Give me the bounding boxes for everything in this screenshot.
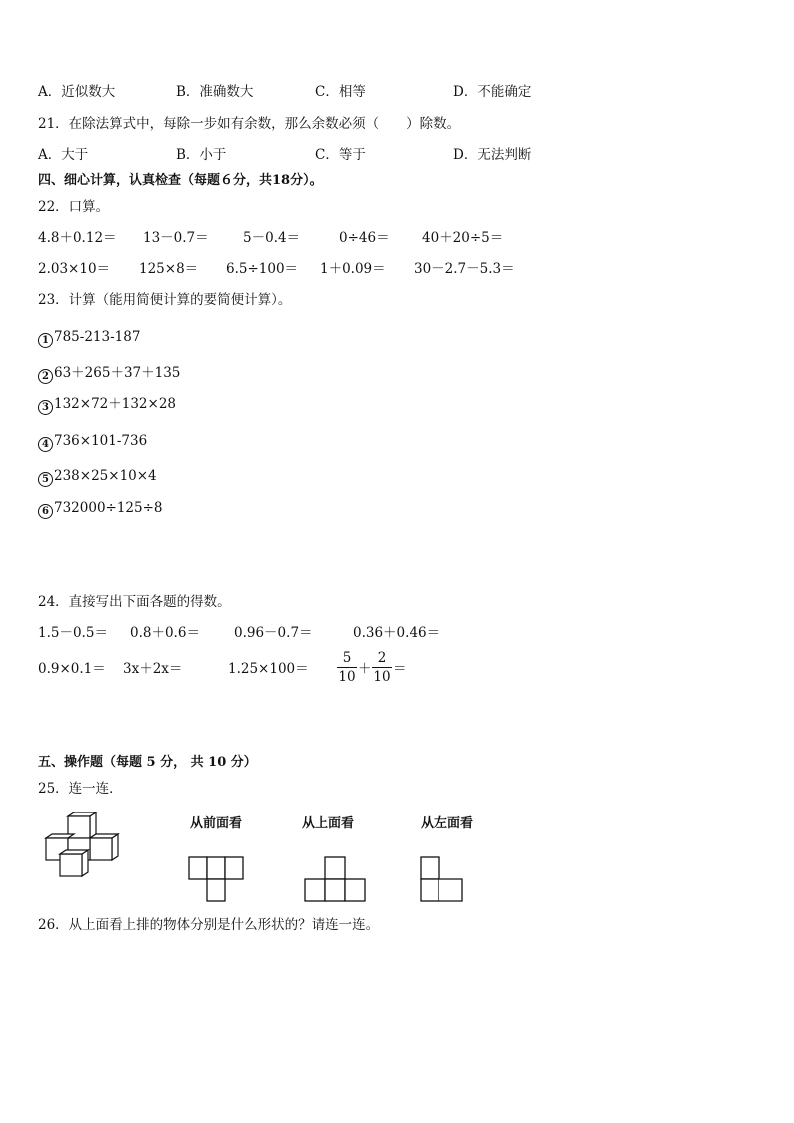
q24-r1-c3: 0.96－0.7＝ bbox=[234, 625, 313, 641]
fraction-denominator: 10 bbox=[338, 669, 356, 685]
q23-expr-6: 732000÷125÷8 bbox=[54, 500, 163, 516]
fraction-numerator: 5 bbox=[342, 650, 352, 666]
q22-stem: 22．口算。 bbox=[38, 199, 110, 215]
fraction-five-tenths bbox=[337, 650, 357, 685]
q21-option-c: C．等于 bbox=[315, 147, 366, 163]
circled-number-6: 6 bbox=[38, 504, 53, 519]
fraction-bar bbox=[337, 667, 357, 668]
top-view-figure bbox=[304, 856, 366, 902]
circled-number-3: 3 bbox=[38, 400, 53, 415]
section5-title: 五、操作题（每题 5 分， 共 10 分） bbox=[38, 755, 257, 770]
q22-r1-c5: 40＋20÷5＝ bbox=[422, 230, 504, 246]
q22-r2-c5: 30－2.7－5.3＝ bbox=[414, 261, 515, 277]
q22-r1-c4: 0÷46＝ bbox=[339, 230, 390, 246]
q23-expr-2: 63＋265＋37＋135 bbox=[54, 365, 181, 381]
q23-expr-3: 132×72＋132×28 bbox=[54, 396, 177, 412]
q22-r1-c3: 5－0.4＝ bbox=[243, 230, 301, 246]
q20-option-a: A．近似数大 bbox=[38, 84, 116, 100]
front-view-figure bbox=[188, 856, 244, 902]
q24-r1-c2: 0.8＋0.6＝ bbox=[130, 625, 200, 641]
section4-title: 四、细心计算，认真检查（每题６分，共18分）。 bbox=[38, 173, 323, 188]
q21-option-b: B．小于 bbox=[176, 147, 227, 163]
q21-option-a: A．大于 bbox=[38, 147, 89, 163]
view-label-front: 从前面看 bbox=[190, 816, 243, 831]
q22-r1-c2: 13－0.7＝ bbox=[143, 230, 209, 246]
fraction-equals: ＝ bbox=[393, 661, 407, 677]
view-label-left: 从左面看 bbox=[421, 816, 474, 831]
q23-item-3 bbox=[38, 396, 176, 415]
q21-option-d: D．无法判断 bbox=[453, 147, 532, 163]
cube-stack-figure bbox=[40, 812, 136, 884]
q24-r2-c3: 1.25×100＝ bbox=[228, 661, 309, 677]
q20-option-b: B．准确数大 bbox=[176, 84, 254, 100]
q24-r2-c2: 3x＋2x＝ bbox=[123, 661, 183, 677]
circled-number-1: 1 bbox=[38, 333, 53, 348]
q24-r1-c1: 1.5－0.5＝ bbox=[38, 625, 108, 641]
q25-stem: 25．连一连． bbox=[38, 781, 123, 797]
q23-stem: 23．计算（能用简便计算的要简便计算）。 bbox=[38, 292, 292, 308]
q23-expr-4: 736×101-736 bbox=[54, 433, 148, 449]
circled-number-4: 4 bbox=[38, 437, 53, 452]
circled-number-5: 5 bbox=[38, 472, 53, 487]
q23-item-6 bbox=[38, 500, 163, 519]
q22-r2-c4: 1＋0.09＝ bbox=[320, 261, 386, 277]
q23-item-2 bbox=[38, 365, 180, 384]
q23-item-1 bbox=[38, 329, 140, 348]
q23-item-5 bbox=[38, 468, 157, 487]
q22-r2-c2: 125×8＝ bbox=[139, 261, 199, 277]
q22-r2-c1: 2.03×10＝ bbox=[38, 261, 111, 277]
q20-option-d: D．不能确定 bbox=[453, 84, 532, 100]
fraction-bar bbox=[372, 667, 392, 668]
q23-item-4 bbox=[38, 433, 147, 452]
q24-stem: 24．直接写出下面各题的得数。 bbox=[38, 594, 231, 610]
fraction-numerator: 2 bbox=[377, 650, 387, 666]
q20-option-c: C．相等 bbox=[315, 84, 366, 100]
q23-expr-1: 785-213-187 bbox=[54, 329, 141, 345]
view-label-top: 从上面看 bbox=[302, 816, 355, 831]
left-view-figure bbox=[420, 856, 464, 902]
q21-stem: 21．在除法算式中，每除一步如有余数，那么余数必须（ ）除数。 bbox=[38, 116, 461, 132]
q23-expr-5: 238×25×10×4 bbox=[54, 468, 157, 484]
q24-r2-c1: 0.9×0.1＝ bbox=[38, 661, 106, 677]
q22-r1-c1: 4.8＋0.12＝ bbox=[38, 230, 117, 246]
q26-stem: 26．从上面看上排的物体分别是什么形状的？请连一连。 bbox=[38, 917, 380, 933]
fraction-two-tenths bbox=[372, 650, 392, 685]
circled-number-2: 2 bbox=[38, 369, 53, 384]
q24-r1-c4: 0.36＋0.46＝ bbox=[353, 625, 441, 641]
fraction-denominator: 10 bbox=[373, 669, 391, 685]
q22-r2-c3: 6.5÷100＝ bbox=[226, 261, 299, 277]
fraction-plus: ＋ bbox=[358, 661, 372, 677]
